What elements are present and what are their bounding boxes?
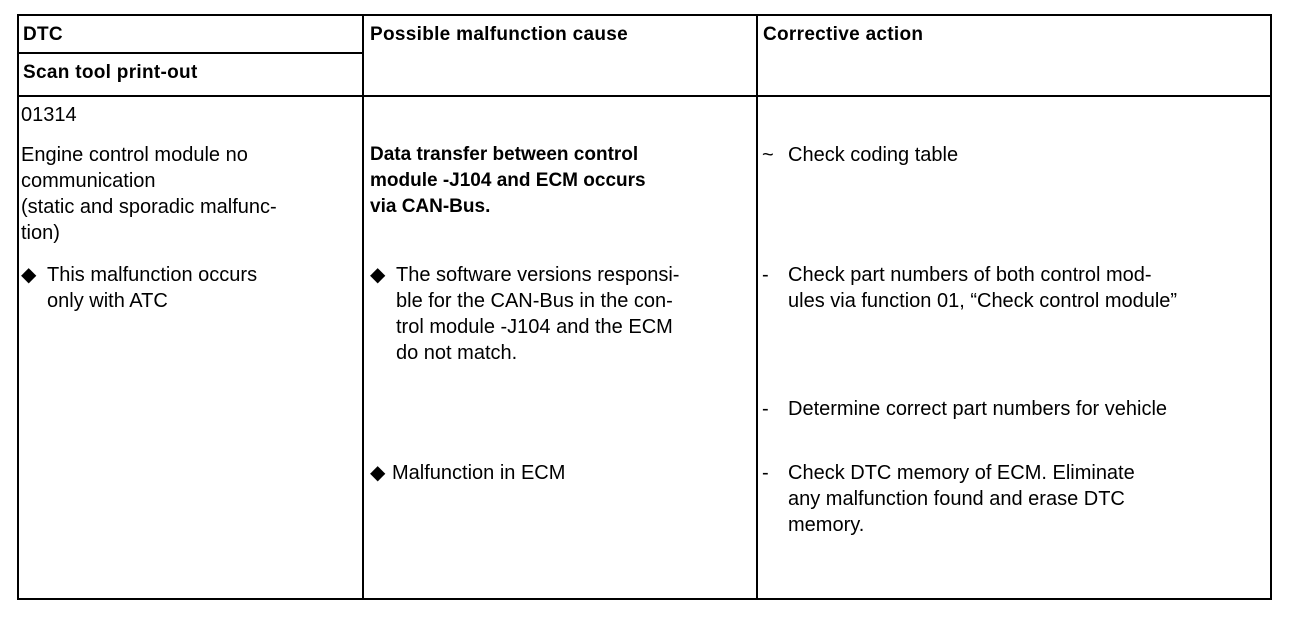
action-text: Check part numbers of both control mod- ules via function 01, “Check control module”	[788, 264, 1178, 312]
cause-intro: Data transfer between control module -J104 and ECM occurs via CAN-Bus.	[370, 144, 646, 217]
dtc-table	[17, 14, 1272, 600]
condition-text: This malfunction occurs only with ATC	[47, 264, 258, 312]
header-action: Corrective action	[763, 24, 924, 45]
header-scan-tool: Scan tool print-out	[23, 62, 198, 83]
action-text: Check coding table	[788, 144, 959, 166]
dtc-header-divider	[19, 52, 362, 54]
action-text: Check DTC memory of ECM. Eliminate any malfunction found and erase DTC memory.	[788, 462, 1135, 536]
cause-text: The software versions responsi- ble for the CAN-Bus in the con- trol module -J104 and the ECM do not match.	[396, 264, 680, 364]
column-divider-2	[756, 16, 758, 598]
action-text: Determine correct part numbers for vehicle	[788, 398, 1168, 420]
action-mark: -	[762, 264, 769, 286]
header-cause: Possible malfunction cause	[370, 24, 629, 45]
action-mark: -	[762, 462, 769, 484]
condition-bullet: ◆	[21, 264, 37, 286]
header-dtc: DTC	[23, 24, 63, 45]
cause-text: Malfunction in ECM	[392, 462, 566, 484]
action-mark: ~	[762, 144, 774, 166]
dtc-description: Engine control module no communication (static and sporadic malfunc- tion)	[21, 144, 277, 244]
cause-bullet: ◆	[370, 264, 386, 286]
header-bottom-divider	[19, 95, 1270, 97]
column-divider-1	[362, 16, 364, 598]
cause-bullet: ◆	[370, 462, 386, 484]
action-mark: -	[762, 398, 769, 420]
dtc-code: 01314	[21, 104, 77, 126]
